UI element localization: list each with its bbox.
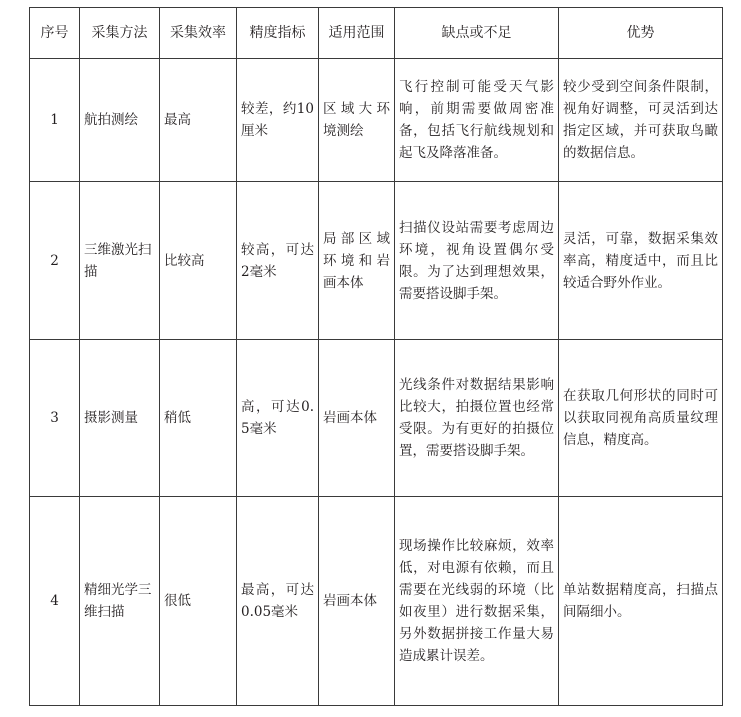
cell-efficiency: 比较高 xyxy=(160,182,237,340)
header-scope: 适用范围 xyxy=(319,8,395,59)
cell-precision: 高，可达0.5毫米 xyxy=(237,340,319,497)
table-row xyxy=(30,340,723,497)
cell-scope: 局部区域环境和岩画本体 xyxy=(319,182,395,340)
cell-precision: 较高，可达2毫米 xyxy=(237,182,319,340)
cell-scope: 岩画本体 xyxy=(319,497,395,706)
cell-efficiency: 很低 xyxy=(160,497,237,706)
cell-advantage: 单站数据精度高，扫描点间隔细小。 xyxy=(559,497,723,706)
header-id: 序号 xyxy=(30,8,80,59)
header-advantage: 优势 xyxy=(559,8,723,59)
cell-method: 三维激光扫描 xyxy=(80,182,160,340)
header-row xyxy=(30,8,723,59)
cell-precision: 较差，约10厘米 xyxy=(237,59,319,182)
cell-method: 精细光学三维扫描 xyxy=(80,497,160,706)
header-drawback: 缺点或不足 xyxy=(395,8,559,59)
cell-method: 航拍测绘 xyxy=(80,59,160,182)
cell-efficiency: 稍低 xyxy=(160,340,237,497)
table-row xyxy=(30,59,723,182)
table-row xyxy=(30,497,723,706)
cell-id: 4 xyxy=(30,497,80,706)
cell-id: 3 xyxy=(30,340,80,497)
cell-scope: 岩画本体 xyxy=(319,340,395,497)
cell-drawback: 现场操作比较麻烦，效率低，对电源有依赖，而且需要在光线弱的环境（比如夜里）进行数据采集，另外数据拼接工作量大易造成累计误差。 xyxy=(395,497,559,706)
header-method: 采集方法 xyxy=(80,8,160,59)
cell-precision: 最高，可达0.05毫米 xyxy=(237,497,319,706)
table-row xyxy=(30,182,723,340)
cell-drawback: 飞行控制可能受天气影响，前期需要做周密准备，包括飞行航线规划和起飞及降落准备。 xyxy=(395,59,559,182)
cell-id: 2 xyxy=(30,182,80,340)
header-precision: 精度指标 xyxy=(237,8,319,59)
cell-advantage: 较少受到空间条件限制，视角好调整，可灵活到达指定区域，并可获取鸟瞰的数据信息。 xyxy=(559,59,723,182)
cell-method: 摄影测量 xyxy=(80,340,160,497)
cell-drawback: 扫描仪设站需要考虑周边环境，视角设置偶尔受限。为了达到理想效果，需要搭设脚手架。 xyxy=(395,182,559,340)
cell-advantage: 灵活，可靠，数据采集效率高，精度适中，而且比较适合野外作业。 xyxy=(559,182,723,340)
comparison-table xyxy=(29,7,723,706)
cell-scope: 区域大环境测绘 xyxy=(319,59,395,182)
cell-drawback: 光线条件对数据结果影响比较大，拍摄位置也经常受限。为有更好的拍摄位置，需要搭设脚手架。 xyxy=(395,340,559,497)
cell-id: 1 xyxy=(30,59,80,182)
cell-advantage: 在获取几何形状的同时可以获取同视角高质量纹理信息，精度高。 xyxy=(559,340,723,497)
header-efficiency: 采集效率 xyxy=(160,8,237,59)
cell-efficiency: 最高 xyxy=(160,59,237,182)
